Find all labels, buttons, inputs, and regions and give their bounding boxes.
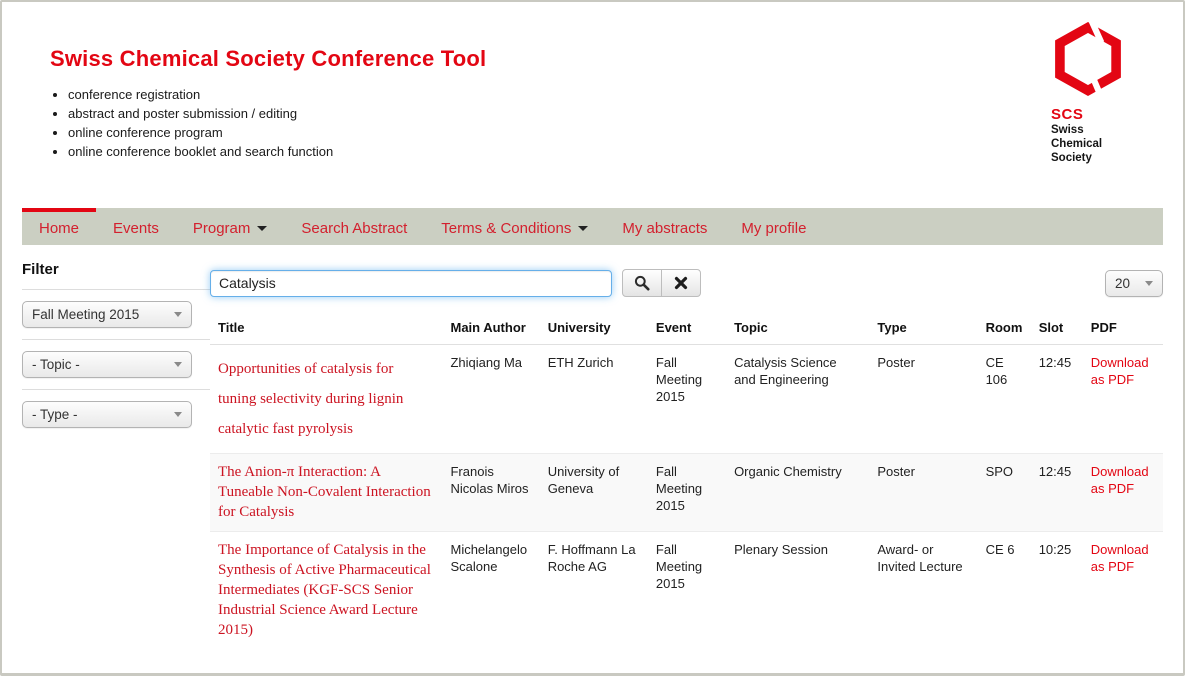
event-cell: Fall Meeting 2015 [648, 345, 726, 454]
feature-item: • abstract and poster submission / editing [68, 105, 1183, 123]
slot-cell: 12:45 [1031, 345, 1083, 454]
nav-item[interactable] [605, 208, 724, 245]
column-header: PDF [1083, 311, 1163, 345]
filter-select[interactable] [22, 401, 192, 428]
result-row [210, 454, 1163, 532]
type-cell: Poster [869, 345, 977, 454]
nav-item[interactable] [284, 208, 424, 245]
university-cell: University of Geneva [540, 454, 648, 532]
slot-cell: 10:25 [1031, 532, 1083, 649]
chevron-down-icon [174, 362, 182, 367]
event-cell: Fall Meeting 2015 [648, 532, 726, 649]
title-cell [210, 532, 442, 649]
column-header: Title [210, 311, 442, 345]
abstract-title-link[interactable]: The Importance of Catalysis in the Synthesis of Active Pharmaceutical Intermediates (KGF-SCS Senior Industrial Science Award Lecture 2015) [218, 542, 431, 638]
university-cell: ETH Zurich [540, 345, 648, 454]
topic-cell: Plenary Session [726, 532, 869, 649]
page-title: Swiss Chemical Society Conference Tool [50, 46, 487, 71]
feature-item: • online conference program [68, 124, 1183, 142]
feature-item: • online conference booklet and search function [68, 143, 1183, 161]
search-input[interactable] [210, 270, 612, 297]
slot-cell: 12:45 [1031, 454, 1083, 532]
results-table-head [210, 311, 1163, 345]
filter-select-value: - Topic - [32, 357, 80, 372]
nav-item-label: Search Abstract [301, 220, 408, 237]
filter-heading: Filter [22, 261, 59, 278]
pdf-cell [1083, 532, 1163, 649]
filter-select-value: Fall Meeting 2015 [32, 307, 140, 322]
nav-item-label: Events [113, 220, 159, 237]
nav-item-label: My abstracts [622, 220, 708, 237]
topic-cell: Organic Chemistry [726, 454, 869, 532]
page-size-select[interactable] [1105, 270, 1163, 297]
column-header: Type [869, 311, 977, 345]
nav-item-label: My profile [741, 220, 807, 237]
content [2, 245, 1183, 649]
column-header: Topic [726, 311, 869, 345]
search-button-group [622, 269, 701, 297]
abstract-title-link[interactable]: Opportunities of catalysis for tuning selectivity during lignin catalytic fast pyrolysis [218, 361, 404, 437]
main-author-cell: Zhiqiang Ma [442, 345, 539, 454]
filter-select[interactable] [22, 351, 192, 378]
abstract-title-link[interactable]: The Anion-π Interaction: A Tuneable Non-Covalent Interaction for Catalysis [218, 464, 431, 520]
result-row [210, 532, 1163, 649]
download-pdf-link[interactable]: Download as PDF [1090, 355, 1149, 387]
pdf-cell [1083, 345, 1163, 454]
nav-bar [22, 208, 1163, 245]
column-header: Event [648, 311, 726, 345]
result-row [210, 345, 1163, 454]
university-cell: F. Hoffmann La Roche AG [540, 532, 648, 649]
column-header: University [540, 311, 648, 345]
main-panel [210, 245, 1163, 649]
scs-hexagon-icon [1051, 18, 1125, 100]
chevron-down-icon [257, 226, 267, 231]
nav-item[interactable] [176, 208, 285, 245]
search-button[interactable] [622, 269, 662, 297]
nav-item[interactable] [22, 208, 96, 245]
page-size-value: 20 [1115, 275, 1131, 291]
close-icon [674, 276, 688, 290]
header [2, 2, 1183, 208]
logo-abbr: SCS [1051, 106, 1084, 123]
column-header: Room [978, 311, 1031, 345]
logo-name-line2: Society [1051, 152, 1092, 164]
main-author-cell: Michelangelo Scalone [442, 532, 539, 649]
filter-sidebar [22, 245, 210, 649]
pdf-cell [1083, 454, 1163, 532]
feature-list [68, 86, 1183, 161]
nav-item[interactable] [724, 208, 823, 245]
results-table [210, 311, 1163, 649]
chevron-down-icon [174, 412, 182, 417]
column-header: Main Author [442, 311, 539, 345]
room-cell: CE 6 [978, 532, 1031, 649]
title-cell [210, 345, 442, 454]
search-icon [634, 275, 650, 291]
search-row [210, 269, 1163, 297]
filter-select-list [22, 289, 210, 428]
filter-select[interactable] [22, 301, 192, 328]
scs-logo [1051, 18, 1129, 165]
download-pdf-link[interactable]: Download as PDF [1090, 464, 1149, 496]
topic-cell: Catalysis Science and Engineering [726, 345, 869, 454]
feature-item: • conference registration [68, 86, 1183, 104]
nav-item-label: Home [39, 220, 80, 237]
divider [22, 339, 210, 340]
nav-item[interactable] [424, 208, 605, 245]
room-cell: CE 106 [978, 345, 1031, 454]
clear-search-button[interactable] [661, 269, 701, 297]
type-cell: Poster [869, 454, 977, 532]
nav-item[interactable] [96, 208, 176, 245]
download-pdf-link[interactable]: Download as PDF [1090, 542, 1149, 575]
divider [22, 389, 210, 390]
header-row [210, 311, 1163, 345]
event-cell: Fall Meeting 2015 [648, 454, 726, 532]
chevron-down-icon [578, 226, 588, 231]
logo-name-line1: Swiss Chemical [1051, 124, 1103, 150]
divider [22, 289, 210, 290]
column-header: Slot [1031, 311, 1083, 345]
chevron-down-icon [174, 312, 182, 317]
nav-item-label: Terms & Conditions [441, 220, 572, 237]
type-cell: Award- or Invited Lecture [869, 532, 977, 649]
nav-item-label: Program [192, 220, 251, 237]
results-tbody [210, 345, 1163, 650]
room-cell: SPO [978, 454, 1031, 532]
filter-select-value: - Type - [32, 407, 78, 422]
chevron-down-icon [1145, 281, 1153, 286]
title-cell [210, 454, 442, 532]
main-author-cell: Franois Nicolas Miros [442, 454, 539, 532]
